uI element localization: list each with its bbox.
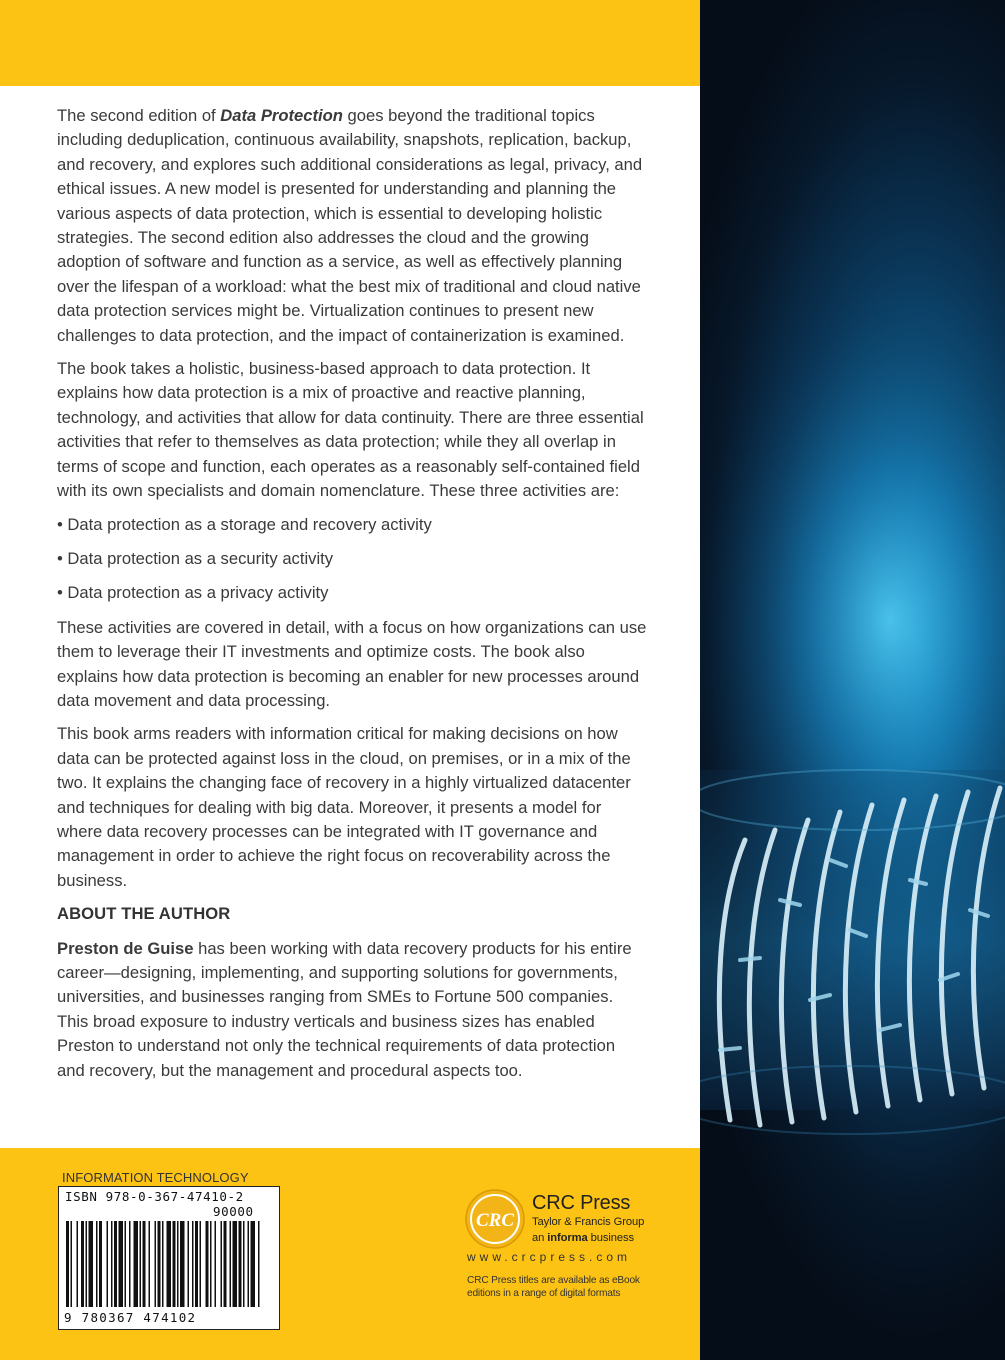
price-code: 90000 — [213, 1204, 254, 1219]
publisher-name: CRC Press — [532, 1192, 631, 1214]
barcode-bar — [162, 1221, 164, 1307]
barcode-bar — [224, 1221, 227, 1307]
barcode-bar — [210, 1221, 212, 1307]
back-cover-description — [57, 104, 647, 1092]
paragraph-approach: The book takes a holistic, business-based approach to data protection. It explains how data protection is a mix of proactive and reactive planning, technology, and activities that allow for data continuity. There are three essential activities that refer to themselves as data protection; while they all overlap in terms of scope and function, each operates as a reasonably self-contained field with its own specialists and domain nomenclature. These three activities are: — [57, 359, 644, 501]
paragraph-coverage: These activities are covered in detail, with a focus on how organizations can use them to leverage their IT investments and optimize costs. The book also explains how data protection is becoming an enabler for new processes around data movement and data processing. — [57, 617, 647, 710]
barcode-bar — [96, 1221, 98, 1307]
barcode-bar — [77, 1221, 79, 1307]
author-bio-text: has been working with data recovery products for his entire career—designing, implementing, and supporting solutions for governments, universities, and businesses ranging from SMEs to Fortune 500 companies. This broad exposure to industry verticals and business sizes has enabled Preston to understand not only the technical requirements of data protection and recovery, but the management and procedural aspects too. — [57, 938, 632, 1080]
barcode-bar — [99, 1221, 102, 1307]
barcode-bar — [149, 1221, 151, 1307]
barcode-bar — [134, 1221, 139, 1307]
barcode-bar — [239, 1221, 242, 1307]
barcode-bar — [155, 1221, 157, 1307]
barcode-bar — [230, 1221, 232, 1307]
barcode-bar — [158, 1221, 161, 1307]
barcode-bar — [195, 1221, 198, 1307]
barcode-bar — [206, 1221, 209, 1307]
maze-cylinder-art — [700, 0, 1005, 1360]
barcode-bar — [192, 1221, 194, 1307]
category-label: INFORMATION TECHNOLOGY — [62, 1170, 249, 1185]
barcode-bars — [63, 1221, 275, 1309]
bullet-item: • Data protection as a privacy activity — [57, 583, 329, 603]
barcode-bar — [71, 1221, 73, 1307]
barcode-bar — [114, 1221, 117, 1307]
intro-text-rest: goes beyond the traditional topics including deduplication, continuous availability, snapshots, replication, backup, and recovery, and explores such additional considerations as legal, privacy, and ethical issues. A new model is presented for understanding and planning the various aspects of data protection, which is essential to developing holistic strategies. The second edition also addresses the cloud and the growing adoption of software and function as a service, as well as effectively planning over the lifespan of a workload: what the best mix of traditional and cloud native data protection services might be. Virtualization continues to present new challenges to data protection, and the impact of containerization is examined. — [57, 106, 643, 345]
barcode-bar — [215, 1221, 217, 1307]
author-bio — [57, 937, 647, 1083]
barcode-bar — [129, 1221, 131, 1307]
barcode-bar — [86, 1221, 88, 1307]
barcode-bar — [251, 1221, 256, 1307]
cover-art-panel — [700, 0, 1005, 1360]
barcode-bar — [180, 1221, 185, 1307]
barcode-bar — [107, 1221, 109, 1307]
barcode-bar — [66, 1221, 69, 1307]
barcode-bar — [173, 1221, 176, 1307]
paragraph-readers: This book arms readers with information critical for making decisions on how data can be protected against loss in the cloud, on premises, or in a mix of the two. It explains the changing face of recovery in a highly virtualized datacenter and techniques for dealing with big data. Moreover, it presents a model for where data recovery processes can be integrated with IT governance and management in order to achieve the right focus on recoverability across the business. — [57, 724, 631, 890]
book-title-inline: Data Protection — [220, 106, 343, 125]
publisher-group: Taylor & Francis Group — [532, 1216, 645, 1228]
barcode-bar — [258, 1221, 260, 1307]
publisher-informa — [532, 1232, 634, 1244]
paragraph-intro — [57, 104, 647, 348]
barcode-bar — [143, 1221, 146, 1307]
barcode-bar — [81, 1221, 84, 1307]
barcode-bar — [233, 1221, 238, 1307]
barcode-bar — [177, 1221, 179, 1307]
bullet-item: • Data protection as a security activity — [57, 548, 334, 568]
about-author-heading: ABOUT THE AUTHOR — [57, 904, 231, 924]
isbn-number: ISBN 978-0-367-47410-2 — [65, 1189, 244, 1204]
bullet-item: • Data protection as a storage and recovery activity — [57, 514, 432, 534]
barcode-bar — [188, 1221, 190, 1307]
barcode-bar — [167, 1221, 172, 1307]
informa-prefix: an — [532, 1232, 548, 1244]
informa-word: informa — [547, 1232, 588, 1244]
top-yellow-band — [0, 0, 700, 86]
ean-number: 9 780367 474102 — [64, 1310, 197, 1325]
intro-text-start: The second edition of — [57, 106, 221, 125]
barcode-bar — [243, 1221, 245, 1307]
informa-suffix: business — [587, 1232, 634, 1244]
author-name: Preston de Guise — [57, 938, 194, 958]
barcode-bar — [200, 1221, 202, 1307]
barcode-bar — [119, 1221, 124, 1307]
barcode-bar — [140, 1221, 142, 1307]
isbn-barcode — [58, 1186, 280, 1330]
ebook-note: CRC Press titles are available as eBook editions in a range of digital formats — [467, 1275, 640, 1299]
barcode-bar — [221, 1221, 223, 1307]
crc-logo-icon — [464, 1188, 526, 1250]
barcode-bar — [111, 1221, 113, 1307]
barcode-bar — [248, 1221, 250, 1307]
barcode-bar — [89, 1221, 94, 1307]
crc-logo-text: CRC — [475, 1210, 515, 1231]
publisher-url[interactable]: www.crcpress.com — [467, 1250, 632, 1264]
barcode-bar — [125, 1221, 127, 1307]
